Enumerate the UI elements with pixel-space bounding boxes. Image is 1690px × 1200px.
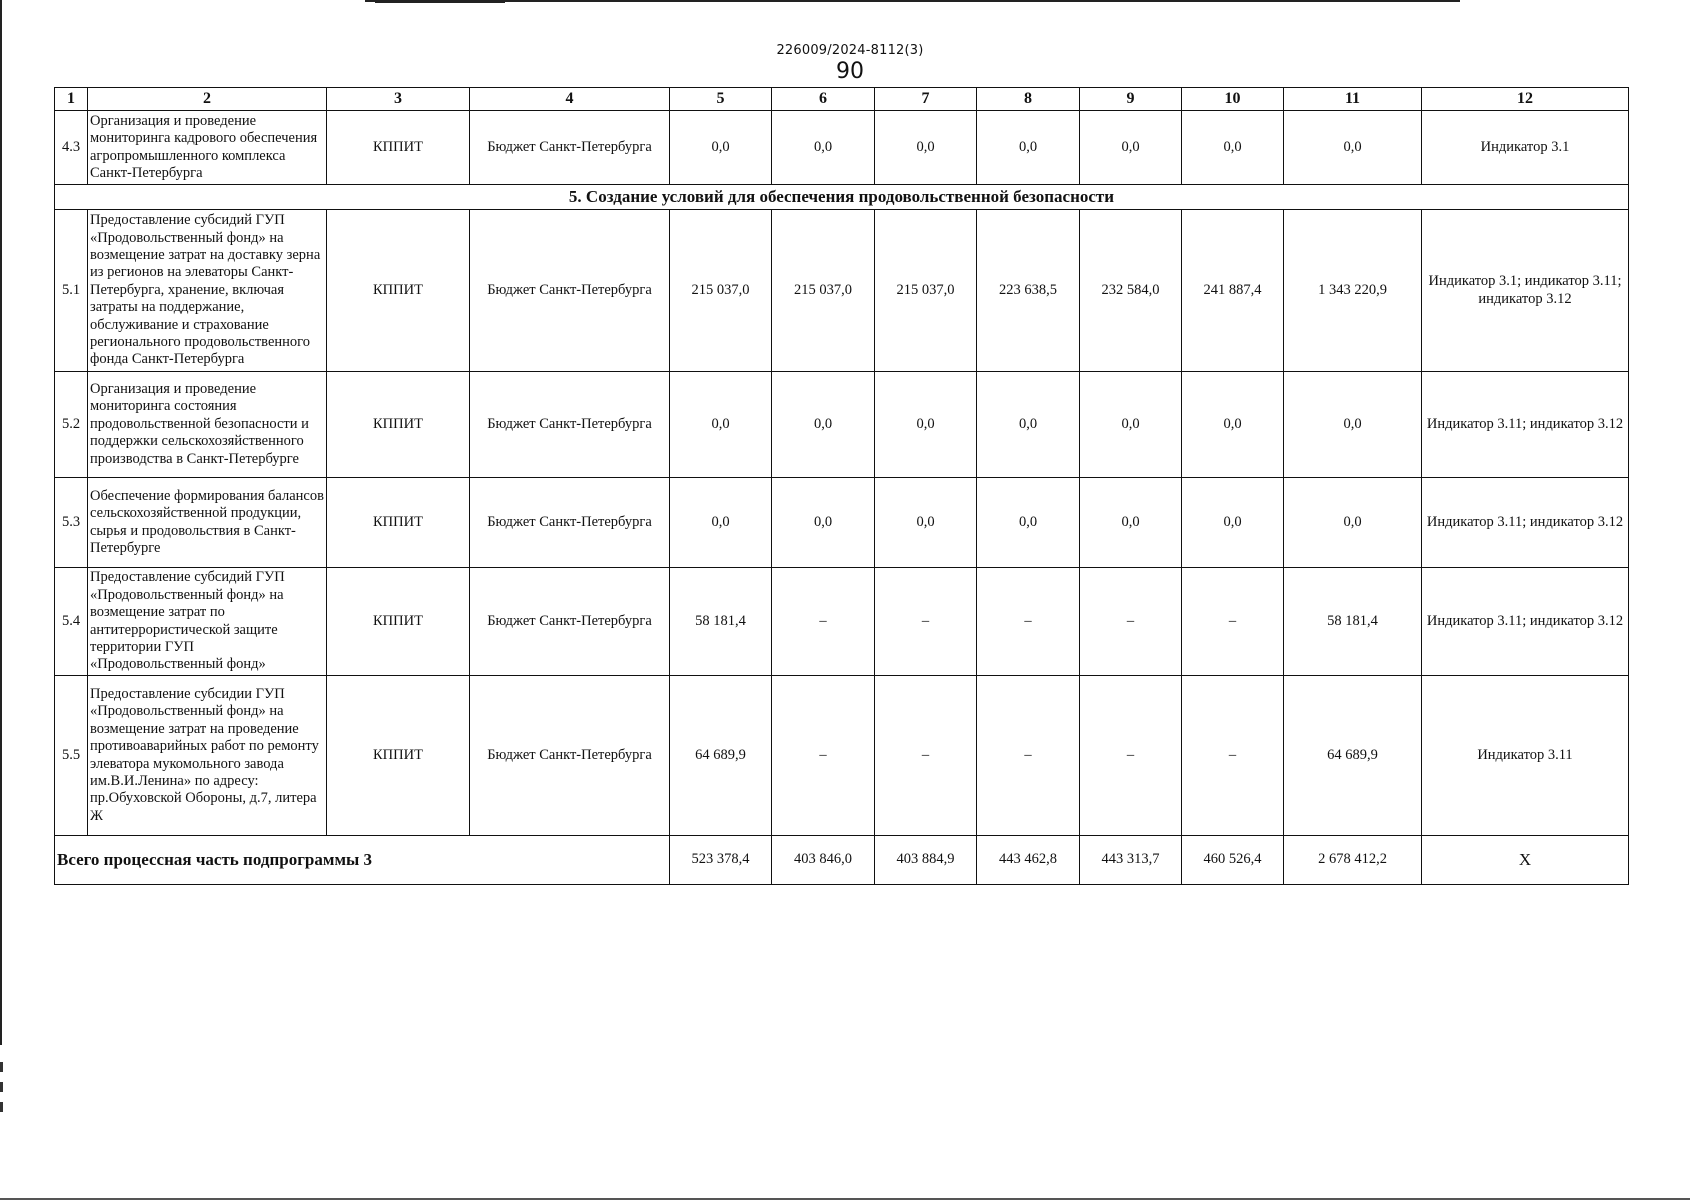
row-value: 0,0 xyxy=(875,111,977,185)
column-header: 9 xyxy=(1080,88,1182,111)
row-value: – xyxy=(875,568,977,676)
row-value: 58 181,4 xyxy=(670,568,772,676)
row-value: – xyxy=(1080,676,1182,836)
row-description: Предоставление субсидий ГУП «Продовольственный фонд» на возмещение затрат по антитеррористической защите территории ГУП «Продовольственный фонд» xyxy=(88,568,327,676)
row-value: 0,0 xyxy=(977,478,1080,568)
top-rule xyxy=(365,0,1460,2)
row-executor: КППИТ xyxy=(327,111,470,185)
row-value: – xyxy=(772,568,875,676)
margin-tick xyxy=(0,1102,3,1112)
row-value: 0,0 xyxy=(1284,111,1422,185)
row-value: 0,0 xyxy=(670,478,772,568)
table-row xyxy=(55,372,1629,478)
row-description: Организация и проведение мониторинга кадрового обеспечения агропромышленного комплекса Санкт-Петербурга xyxy=(88,111,327,185)
column-header: 4 xyxy=(470,88,670,111)
page-number: 90 xyxy=(836,59,864,84)
row-funding-source: Бюджет Санкт-Петербурга xyxy=(470,111,670,185)
column-header: 2 xyxy=(88,88,327,111)
row-value: 0,0 xyxy=(772,478,875,568)
row-value: – xyxy=(977,568,1080,676)
row-number: 4.3 xyxy=(55,111,88,185)
row-value: 0,0 xyxy=(875,478,977,568)
row-value: 0,0 xyxy=(1080,372,1182,478)
row-number: 5.5 xyxy=(55,676,88,836)
total-value: 443 462,8 xyxy=(977,836,1080,885)
row-value: – xyxy=(875,676,977,836)
row-value: 0,0 xyxy=(1080,111,1182,185)
row-funding-source: Бюджет Санкт-Петербурга xyxy=(470,372,670,478)
top-rule-mark xyxy=(375,0,505,3)
section-row xyxy=(55,185,1629,210)
total-row xyxy=(55,836,1629,885)
column-header: 6 xyxy=(772,88,875,111)
row-indicator: Индикатор 3.11; индикатор 3.12 xyxy=(1422,568,1629,676)
row-value: 64 689,9 xyxy=(1284,676,1422,836)
column-header: 7 xyxy=(875,88,977,111)
table-row xyxy=(55,111,1629,185)
total-value: 403 884,9 xyxy=(875,836,977,885)
row-indicator: Индикатор 3.1; индикатор 3.11; индикатор 3.12 xyxy=(1422,210,1629,372)
row-value: 0,0 xyxy=(1182,111,1284,185)
row-value: 0,0 xyxy=(875,372,977,478)
row-value: – xyxy=(1182,568,1284,676)
column-header: 8 xyxy=(977,88,1080,111)
row-funding-source: Бюджет Санкт-Петербурга xyxy=(470,478,670,568)
table-row xyxy=(55,568,1629,676)
row-executor: КППИТ xyxy=(327,478,470,568)
row-value: 0,0 xyxy=(670,372,772,478)
row-executor: КППИТ xyxy=(327,568,470,676)
row-value: 215 037,0 xyxy=(875,210,977,372)
row-value: 0,0 xyxy=(1284,372,1422,478)
row-indicator: Индикатор 3.11; индикатор 3.12 xyxy=(1422,478,1629,568)
total-value: 523 378,4 xyxy=(670,836,772,885)
column-header: 12 xyxy=(1422,88,1629,111)
row-value: 0,0 xyxy=(772,111,875,185)
column-header: 11 xyxy=(1284,88,1422,111)
row-number: 5.3 xyxy=(55,478,88,568)
row-funding-source: Бюджет Санкт-Петербурга xyxy=(470,568,670,676)
row-value: 0,0 xyxy=(1080,478,1182,568)
row-funding-source: Бюджет Санкт-Петербурга xyxy=(470,210,670,372)
row-number: 5.1 xyxy=(55,210,88,372)
total-value: 460 526,4 xyxy=(1182,836,1284,885)
row-value: – xyxy=(977,676,1080,836)
row-value: 215 037,0 xyxy=(772,210,875,372)
row-value: – xyxy=(1080,568,1182,676)
row-description: Обеспечение формирования балансов сельскохозяйственной продукции, сырья и продовольствия в Санкт-Петербурге xyxy=(88,478,327,568)
row-value: 232 584,0 xyxy=(1080,210,1182,372)
row-value: – xyxy=(1182,676,1284,836)
total-label: Всего процессная часть подпрограммы 3 xyxy=(55,836,670,885)
row-description: Организация и проведение мониторинга состояния продовольственной безопасности и поддержки сельскохозяйственного производства в Санкт-Петербурге xyxy=(88,372,327,478)
section-title: 5. Создание условий для обеспечения продовольственной безопасности xyxy=(55,185,1629,210)
row-description: Предоставление субсидий ГУП «Продовольственный фонд» на возмещение затрат на доставку зерна из регионов на элеваторы Санкт-Петербурга, хранение, включая затраты на поддержание, обслуживание и страхование регионального продовольственного фонда Санкт-Петербурга xyxy=(88,210,327,372)
row-value: 64 689,9 xyxy=(670,676,772,836)
row-executor: КППИТ xyxy=(327,372,470,478)
margin-tick xyxy=(0,1082,3,1092)
table-row xyxy=(55,210,1629,372)
total-indicator: Х xyxy=(1422,836,1629,885)
column-header: 3 xyxy=(327,88,470,111)
row-value: 0,0 xyxy=(772,372,875,478)
row-executor: КППИТ xyxy=(327,210,470,372)
budget-table xyxy=(54,87,1629,885)
row-value: 58 181,4 xyxy=(1284,568,1422,676)
row-value: 0,0 xyxy=(977,111,1080,185)
total-value: 2 678 412,2 xyxy=(1284,836,1422,885)
row-value: 223 638,5 xyxy=(977,210,1080,372)
row-description: Предоставление субсидии ГУП «Продовольственный фонд» на возмещение затрат на проведение противоаварийных работ по ремонту элеватора мукомольного завода им.В.И.Ленина» по адресу: пр.Обуховской Обороны, д.7, литера Ж xyxy=(88,676,327,836)
row-value: 215 037,0 xyxy=(670,210,772,372)
column-header: 5 xyxy=(670,88,772,111)
table-row xyxy=(55,478,1629,568)
table-row xyxy=(55,676,1629,836)
row-value: – xyxy=(772,676,875,836)
row-value: 0,0 xyxy=(1182,478,1284,568)
row-value: 0,0 xyxy=(1182,372,1284,478)
margin-tick xyxy=(0,1062,3,1072)
row-funding-source: Бюджет Санкт-Петербурга xyxy=(470,676,670,836)
row-indicator: Индикатор 3.11; индикатор 3.12 xyxy=(1422,372,1629,478)
row-value: 0,0 xyxy=(670,111,772,185)
row-indicator: Индикатор 3.1 xyxy=(1422,111,1629,185)
row-value: 0,0 xyxy=(977,372,1080,478)
total-value: 403 846,0 xyxy=(772,836,875,885)
total-value: 443 313,7 xyxy=(1080,836,1182,885)
row-value: 0,0 xyxy=(1284,478,1422,568)
row-indicator: Индикатор 3.11 xyxy=(1422,676,1629,836)
page-left-border xyxy=(0,0,2,1045)
column-header-row xyxy=(55,88,1629,111)
column-header: 10 xyxy=(1182,88,1284,111)
column-header: 1 xyxy=(55,88,88,111)
document-number: 226009/2024-8112(3) xyxy=(776,43,924,58)
row-value: 1 343 220,9 xyxy=(1284,210,1422,372)
row-number: 5.2 xyxy=(55,372,88,478)
row-executor: КППИТ xyxy=(327,676,470,836)
row-number: 5.4 xyxy=(55,568,88,676)
row-value: 241 887,4 xyxy=(1182,210,1284,372)
